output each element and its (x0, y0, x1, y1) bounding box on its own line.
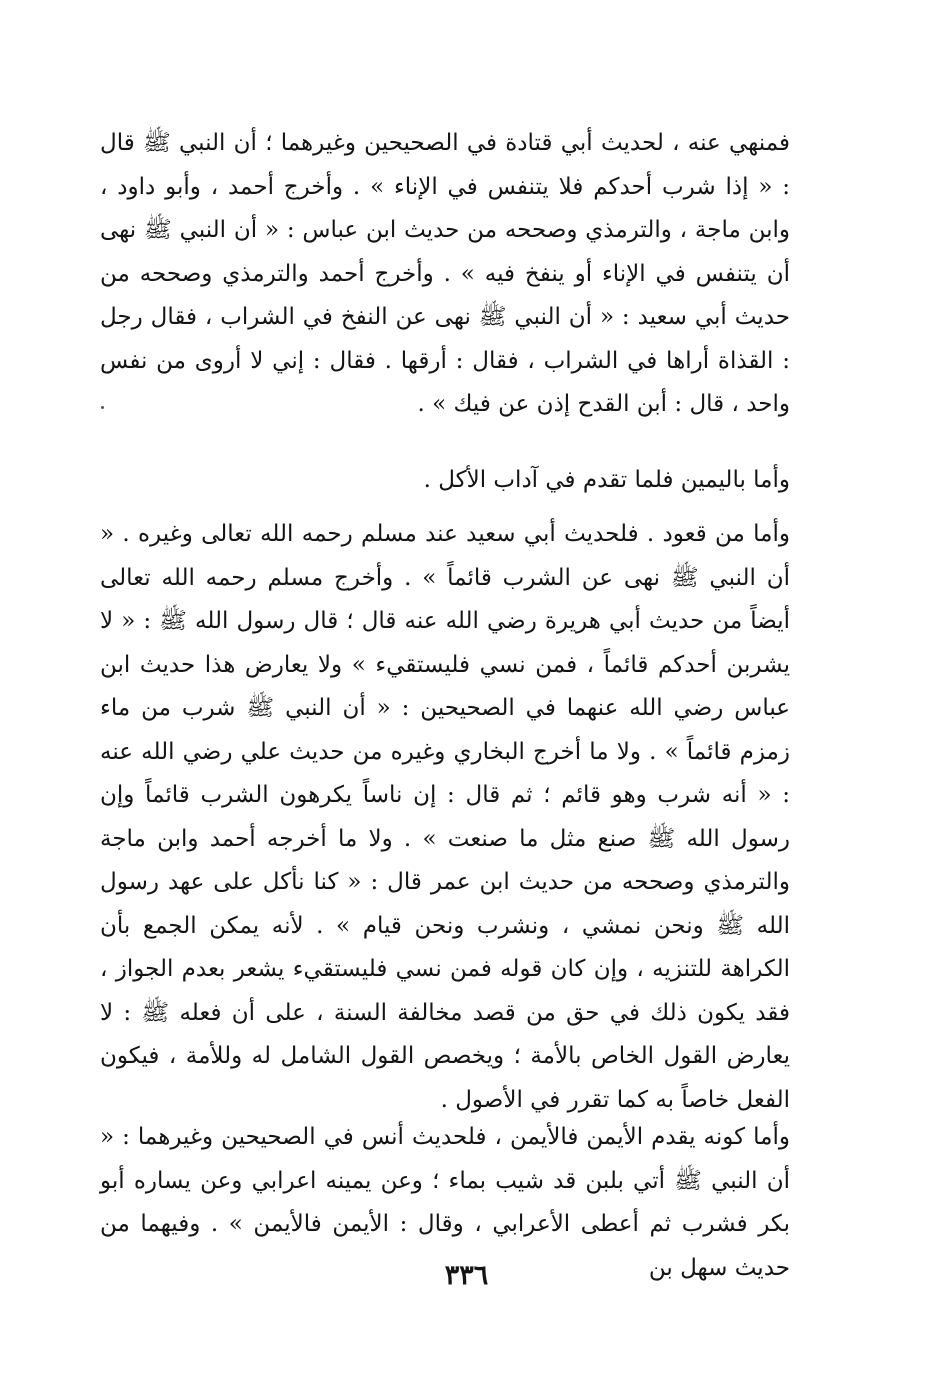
body-text-block (100, 513, 790, 1122)
body-text-block (100, 122, 790, 427)
paragraph-drinking-seated: وأما من قعود . فلحديث أبي سعيد عند مسلم رحمه الله تعالى وغيره . « أن النبي ﷺ نهى عن الشرب قائماً » . وأخرج مسلم رحمه الله تعالى أيضاً من حديث أبي هريرة رضي الله عنه قال ؛ قال رسول الله ﷺ : « لا يشربن أحدكم قائماً ، فمن نسي فليستقيء » ولا يعارض هذا حديث ابن عباس رضي الله عنهما في الصحيحين : « أن النبي ﷺ شرب من ماء زمزم قائماً » . ولا ما أخرج البخاري وغيره من حديث علي رضي الله عنه : « أنه شرب وهو قائم ؛ ثم قال : إن ناساً يكرهون الشرب قائماً وإن رسول الله ﷺ صنع مثل ما صنعت » . ولا ما أخرجه أحمد وابن ماجة والترمذي وصححه من حديث ابن عمر قال : « كنا نأكل على عهد رسول الله ﷺ ونحن نمشي ، ونشرب ونحن قيام » . لأنه يمكن الجمع بأن الكراهة للتنزيه ، وإن كان قوله فمن نسي فليستقيء يشعر بعدم الجواز ، فقد يكون ذلك في حق من قصد مخالفة السنة ، على أن فعله ﷺ : لا يعارض القول الخاص بالأمة ؛ ويخصص القول الشامل له وللأمة ، فيكون الفعل خاصاً به كما تقرر في الأصول . (100, 521, 790, 1113)
paragraph-right-hand: وأما باليمين فلما تقدم في آداب الأكل . (423, 467, 790, 493)
body-text-block (100, 459, 790, 503)
paragraph-blowing-in-drink: فمنهي عنه ، لحديث أبي قتادة في الصحيحين وغيرهما ؛ أن النبي ﷺ قال : « إذا شرب أحدكم فلا يتنفس في الإناء » . وأخرج أحمد ، وأبو داود ، وابن ماجة ، والترمذي وصححه من حديث ابن عباس : « أن النبي ﷺ نهى أن يتنفس في الإناء أو ينفخ فيه » . وأخرج أحمد والترمذي وصححه من حديث أبي سعيد : « أن النبي ﷺ نهى عن النفخ في الشراب ، فقال رجل : القذاة أراها في الشراب ، فقال : أرقها . فقال : إني لا أروى من نفس واحد ، قال : أبن القدح إذن عن فيك » . (100, 130, 790, 417)
page-number: ٣٣٦ (444, 1260, 489, 1291)
paragraph-right-side-first: وأما كونه يقدم الأيمن فالأيمن ، فلحديث أنس في الصحيحين وغيرهما : « أن النبي ﷺ أتي بلبن قد شيب بماء ؛ وعن يمينه اعرابي وعن يساره أبو بكر فشرب ثم أعطى الأعرابي ، وقال : الأيمن فالأيمن » . وفيهما من حديث سهل بن (100, 1124, 790, 1281)
